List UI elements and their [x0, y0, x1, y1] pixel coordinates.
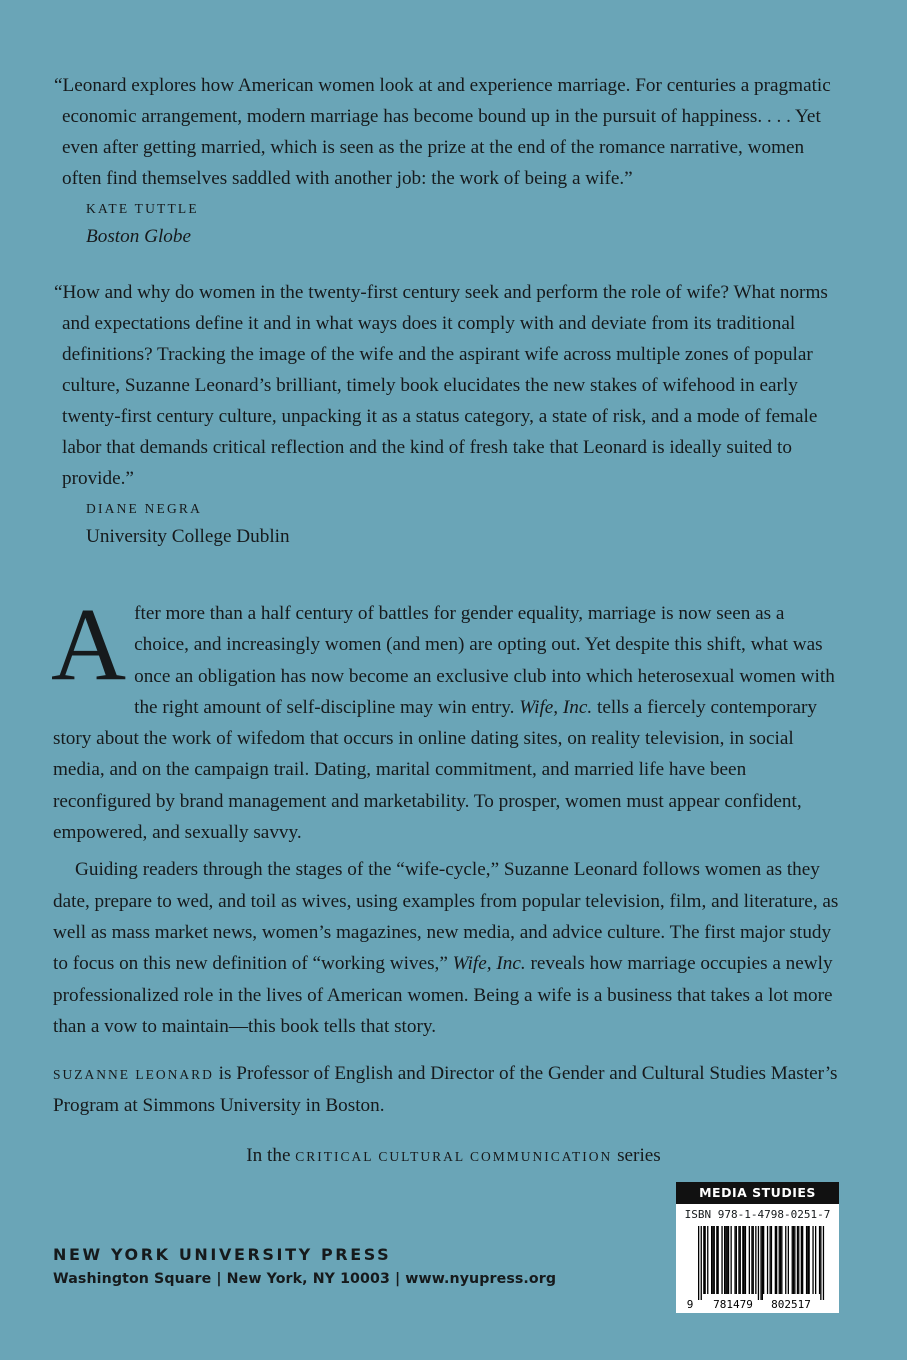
barcode-bar	[809, 1226, 810, 1294]
barcode-bar	[770, 1226, 771, 1294]
series-name: CRITICAL CULTURAL COMMUNICATION	[295, 1149, 613, 1164]
series-prefix: In the	[246, 1145, 296, 1166]
barcode-bar	[711, 1226, 712, 1294]
publisher-address: Washington Square | New York, NY 10003 | www.nyupress.org	[53, 1271, 557, 1287]
blurb-2-text: “How and why do women in the twenty-first century seek and perform the role of wife? What norms and expectations define it and in what ways does it comply with and deviate from its traditional definitions? Tracking the image of the wife and the aspirant wife across multiple zones of popular culture, Suzanne Leonard’s brilliant, timely book elucidates the new stakes of wifehood in early twenty-first century culture, unpacking it as a status category, a state of risk, and a mode of female labor that demands critical reflection and the kind of fresh take that Leonard is ideally suited to provide.”	[54, 282, 828, 489]
barcode-bar	[740, 1226, 741, 1294]
barcode-bar	[760, 1226, 761, 1300]
blurb-1-name: KATE TUTTLE	[86, 201, 199, 216]
blurb-2-attribution	[86, 496, 842, 552]
book-description	[51, 587, 843, 1042]
barcode-bar	[714, 1226, 715, 1294]
series-line	[0, 1141, 907, 1172]
barcode-bar	[705, 1226, 706, 1294]
barcode-bar	[724, 1226, 725, 1294]
barcode-bar	[755, 1226, 756, 1294]
description-paragraph-1	[51, 587, 843, 848]
barcode-bar	[716, 1226, 717, 1294]
barcode-first-digit: 9	[686, 1298, 694, 1311]
barcode-bar	[801, 1226, 802, 1294]
barcode-bar	[788, 1226, 789, 1294]
barcode-bar	[712, 1226, 713, 1294]
barcode-bar	[807, 1226, 808, 1294]
blurb-1-attribution	[86, 196, 842, 252]
author-bio	[53, 1058, 843, 1121]
barcode-left-digits: 781479	[713, 1298, 753, 1311]
barcode-bar	[751, 1226, 752, 1294]
barcode-bar	[815, 1226, 816, 1294]
barcode-bar	[802, 1226, 803, 1294]
description-p1-start: fter more than a half century of battles for gender equality, marriage is now seen as a choice, and increasingly women (and men) are opting out. Yet despite this shift, what was once an obligation has now become an exclusive club into which heterosexual women with the right amount of self-discipline may win entry.	[134, 603, 835, 718]
barcode-bar	[797, 1226, 798, 1294]
barcode-bar	[763, 1226, 764, 1294]
subject-category: MEDIA STUDIES	[676, 1182, 839, 1204]
blurb-2-source: University College Dublin	[86, 526, 290, 547]
barcode-bar	[698, 1226, 699, 1300]
barcode-bar	[767, 1226, 768, 1294]
barcode-bar	[812, 1226, 813, 1294]
barcode-bar	[792, 1226, 793, 1294]
barcode-graphic	[676, 1224, 839, 1312]
barcode-bar	[819, 1226, 820, 1294]
barcode-bar	[718, 1226, 719, 1294]
description-p2-end: reveals how marriage occupies a newly professionalized role in the lives of American women. Being a wife is a business that takes a lot more than a vow to maintain—this book tells that story.	[53, 953, 833, 1037]
blurb-1	[54, 70, 842, 252]
barcode-bar	[771, 1226, 772, 1294]
barcode-right-digits: 802517	[771, 1298, 811, 1311]
barcode-bars	[698, 1226, 824, 1300]
barcode-bar	[776, 1226, 777, 1294]
series-suffix: series	[612, 1145, 661, 1166]
barcode-bar	[707, 1226, 708, 1294]
barcode-bar	[703, 1226, 704, 1294]
barcode-bar	[823, 1226, 824, 1300]
isbn-text: ISBN 978-1-4798-0251-7	[684, 1208, 831, 1221]
barcode-bar	[820, 1226, 821, 1300]
blurb-2	[54, 277, 842, 552]
barcode-bar	[727, 1226, 728, 1294]
barcode-bar	[725, 1226, 726, 1294]
barcode-bar	[742, 1226, 743, 1294]
barcode-bar	[806, 1226, 807, 1294]
barcode-bar	[793, 1226, 794, 1294]
barcode-bar	[738, 1226, 739, 1294]
publisher-block	[53, 1244, 556, 1292]
barcode-bar	[745, 1226, 746, 1294]
barcode-bar	[794, 1226, 795, 1294]
barcode-bar	[744, 1226, 745, 1294]
description-p2-start: Guiding readers through the stages of the “wife-cycle,” Suzanne Leonard follows women as they date, prepare to wed, and toil as wives, using examples from popular television, film, and literature, as well as mass market news, women’s magazines, new media, and advice culture. The first major study to focus on this new definition of “working wives,”	[53, 859, 839, 975]
barcode-bar	[781, 1226, 782, 1294]
blurb-1-text: “Leonard explores how American women look at and experience marriage. For centuries a pragmatic economic arrangement, modern marriage has become bound up in the pursuit of happiness. . . . Yet even after getting married, which is seen as the prize at the end of the romance narrative, women often find themselves saddled with another job: the work of being a wife.”	[54, 75, 831, 189]
description-p1-end: tells a fiercely contemporary story about the work of wifedom that occurs in online dating sites, on reality television, in social media, and on the campaign trail. Dating, marital commitment, and married life have been reconfigured by brand management and marketability. To prosper, women must appear confident, empowered, and sexually savvy.	[53, 696, 818, 844]
barcode-bar	[798, 1226, 799, 1294]
barcode-bar	[762, 1226, 763, 1300]
book-title-2: Wife, Inc.	[452, 953, 526, 975]
barcode-bar	[728, 1226, 729, 1294]
barcode-bar	[758, 1226, 759, 1300]
author-name: SUZANNE LEONARD	[53, 1067, 214, 1082]
barcode-bar	[701, 1226, 702, 1300]
description-paragraph-2	[53, 854, 843, 1042]
barcode-block	[676, 1182, 839, 1313]
barcode-bar	[734, 1226, 735, 1294]
author-bio-text: is Professor of English and Director of the Gender and Cultural Studies Master’s Program at Simmons University in Boston.	[53, 1063, 838, 1116]
barcode-bar	[731, 1226, 732, 1294]
barcode-bar	[779, 1226, 780, 1294]
barcode-bar	[749, 1226, 750, 1294]
drop-cap: A	[51, 587, 127, 702]
blurb-1-source: Boston Globe	[86, 226, 191, 247]
book-title-1: Wife, Inc.	[519, 696, 593, 718]
barcode-bar	[721, 1226, 722, 1294]
barcode-bar	[753, 1226, 754, 1294]
barcode-bar	[785, 1226, 786, 1294]
barcode-bar	[736, 1226, 737, 1294]
barcode-bar	[780, 1226, 781, 1294]
barcode-bar	[775, 1226, 776, 1294]
blurb-2-name: DIANE NEGRA	[86, 501, 203, 516]
publisher-name: NEW YORK UNIVERSITY PRESS	[53, 1245, 392, 1264]
